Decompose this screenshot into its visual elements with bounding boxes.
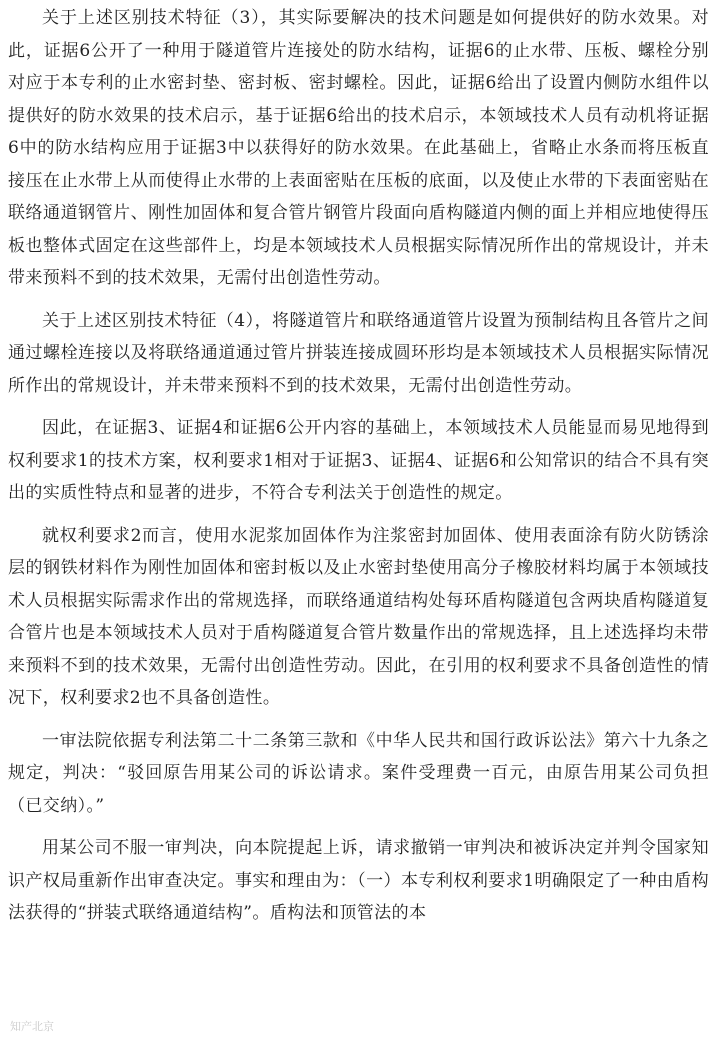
paragraph-appeal: 用某公司不服一审判决，向本院提起上诉，请求撤销一审判决和被诉决定并判令国家知识产权局重新作出审查决定。事实和理由为：（一）本专利权利要求1明确限定了一种由盾构法获得的“拼装式联络通道结构”。盾构法和顶管法的本 [8,838,709,923]
document-body [8,2,709,940]
watermark: 知产北京 [10,1020,54,1033]
paragraph-distinguishing-feature-4: 关于上述区别技术特征（4），将隧道管片和联络通道管片设置为预制结构且各管片之间通过螺栓连接以及将联络通道通过管片拼装连接成圆环形均是本领域技术人员根据实际情况所作出的常规设计，并未带来预料不到的技术效果，无需付出创造性劳动。 [8,310,709,396]
paragraph-conclusion-claim-1: 因此，在证据3、证据4和证据6公开内容的基础上，本领域技术人员能显而易见地得到权利要求1的技术方案，权利要求1相对于证据3、证据4、证据6和公知常识的结合不具有突出的实质性特点和显著的进步，不符合专利法关于创造性的规定。 [8,418,709,503]
paragraph-claim-2: 就权利要求2而言，使用水泥浆加固体作为注浆密封加固体、使用表面涂有防火防锈涂层的钢铁材料作为刚性加固体和密封板以及止水密封垫使用高分子橡胶材料均属于本领域技术人员根据实际需求作出的常规选择，而联络通道结构处每环盾构隧道包含两块盾构隧道复合管片也是本领域技术人员对于盾构隧道复合管片数量作出的常规选择，且上述选择均未带来预料不到的技术效果，无需付出创造性劳动。因此，在引用的权利要求不具备创造性的情况下，权利要求2也不具备创造性。 [8,525,709,708]
paragraph-distinguishing-feature-3: 关于上述区别技术特征（3），其实际要解决的技术问题是如何提供好的防水效果。对此，证据6公开了一种用于隧道管片连接处的防水结构，证据6的止水带、压板、螺栓分别对应于本专利的止水密封垫、密封板、密封螺栓。因此，证据6给出了设置内侧防水组件以提供好的防水效果的技术启示，基于证据6给出的技术启示，本领域技术人员有动机将证据6中的防水结构应用于证据3中以获得好的防水效果。在此基础上，省略止水条而将压板直接压在止水带上从而使得止水带的上表面密贴在压板的底面，以及使止水带的下表面密贴在联络通道钢管片、刚性加固体和复合管片钢管片段面向盾构隧道内侧的面上并相应地使得压板也整体式固定在这些部件上，均是本领域技术人员根据实际情况所作出的常规设计，并未带来预料不到的技术效果，无需付出创造性劳动。 [8,8,709,288]
paragraph-first-instance-judgment: 一审法院依据专利法第二十二条第三款和《中华人民共和国行政诉讼法》第六十九条之规定，判决：“驳回原告用某公司的诉讼请求。案件受理费一百元，由原告用某公司负担（已交纳）。” [8,730,709,816]
